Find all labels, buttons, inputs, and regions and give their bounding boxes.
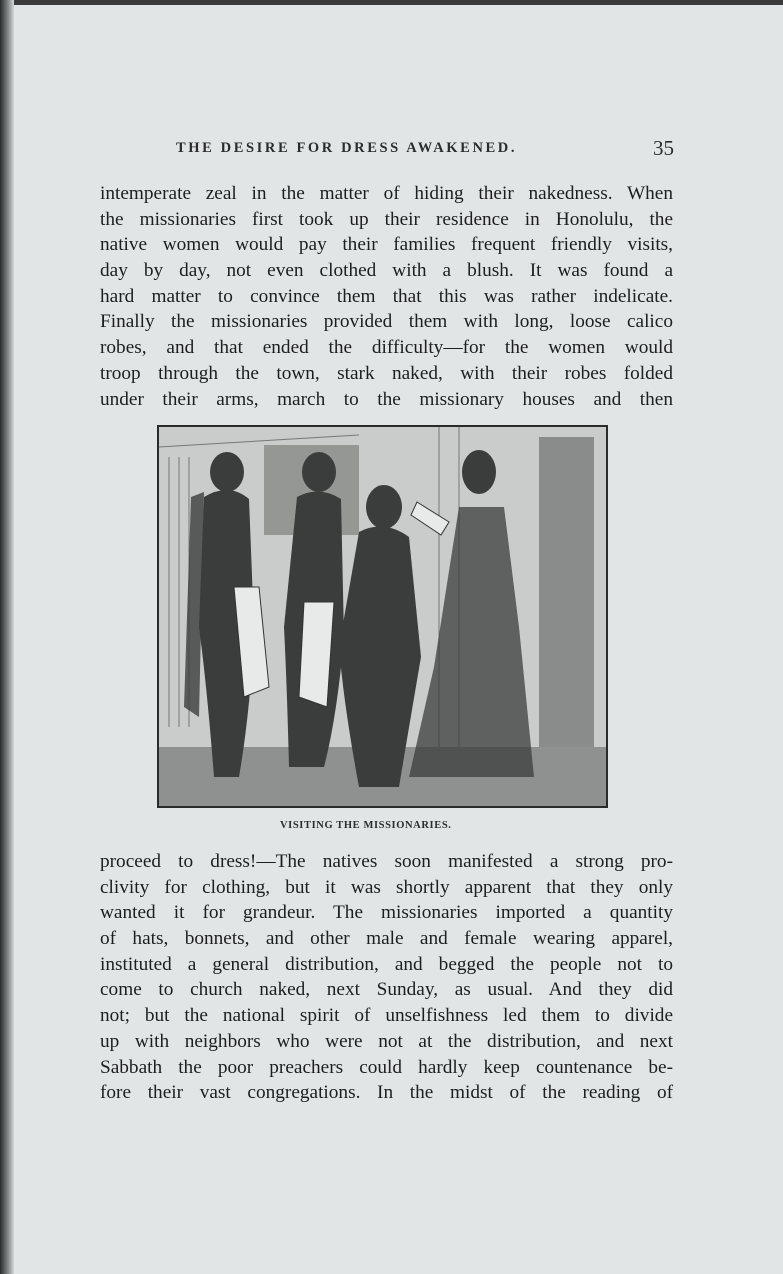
text-line: of hats, bonnets, and other male and female wearing apparel, [100, 928, 673, 950]
text-line: troop through the town, stark naked, with their robes folded [100, 362, 673, 384]
text-line: clivity for clothing, but it was shortly apparent that they only [100, 876, 673, 898]
scan-left-edge [0, 0, 14, 1274]
text-line: wanted it for grandeur. The missionaries imported a quantity [100, 902, 673, 924]
text-line: hard matter to convince them that this was rather indelicate. [100, 285, 673, 307]
text-line: fore their vast congregations. In the midst of the reading of [100, 1082, 673, 1104]
text-line: Finally the missionaries provided them with long, loose calico [100, 311, 673, 333]
text-line: instituted a general distribution, and begged the people not to [100, 953, 673, 975]
page-header [176, 136, 674, 162]
text-line: Sabbath the poor preachers could hardly keep countenance be- [100, 1056, 673, 1078]
text-line: the missionaries first took up their residence in Honolulu, the [100, 208, 673, 230]
engraving-illustration [159, 427, 606, 806]
scan-top-edge [0, 0, 783, 5]
text-line: up with neighbors who were not at the distribution, and next [100, 1030, 673, 1052]
text-line: under their arms, march to the missionary houses and then [100, 388, 673, 410]
figure-caption: VISITING THE MISSIONARIES. [280, 820, 452, 831]
text-line: not; but the national spirit of unselfishness led them to divide [100, 1005, 673, 1027]
running-title: THE DESIRE FOR DRESS AWAKENED. [176, 140, 518, 156]
text-line: proceed to dress!—The natives soon manifested a strong pro- [100, 851, 673, 872]
paragraph-2 [100, 849, 673, 1106]
text-line: native women would pay their families frequent friendly visits, [100, 234, 673, 256]
page-number: 35 [653, 136, 674, 160]
text-line: robes, and that ended the difficulty—for the women would [100, 337, 673, 359]
text-line: day by day, not even clothed with a blush. It was found a [100, 260, 673, 282]
text-line: intemperate zeal in the matter of hiding their nakedness. When [100, 183, 673, 204]
text-line: come to church naked, next Sunday, as usual. And they did [100, 979, 673, 1001]
illustration-visiting-missionaries [157, 425, 608, 808]
paragraph-1 [100, 181, 673, 412]
